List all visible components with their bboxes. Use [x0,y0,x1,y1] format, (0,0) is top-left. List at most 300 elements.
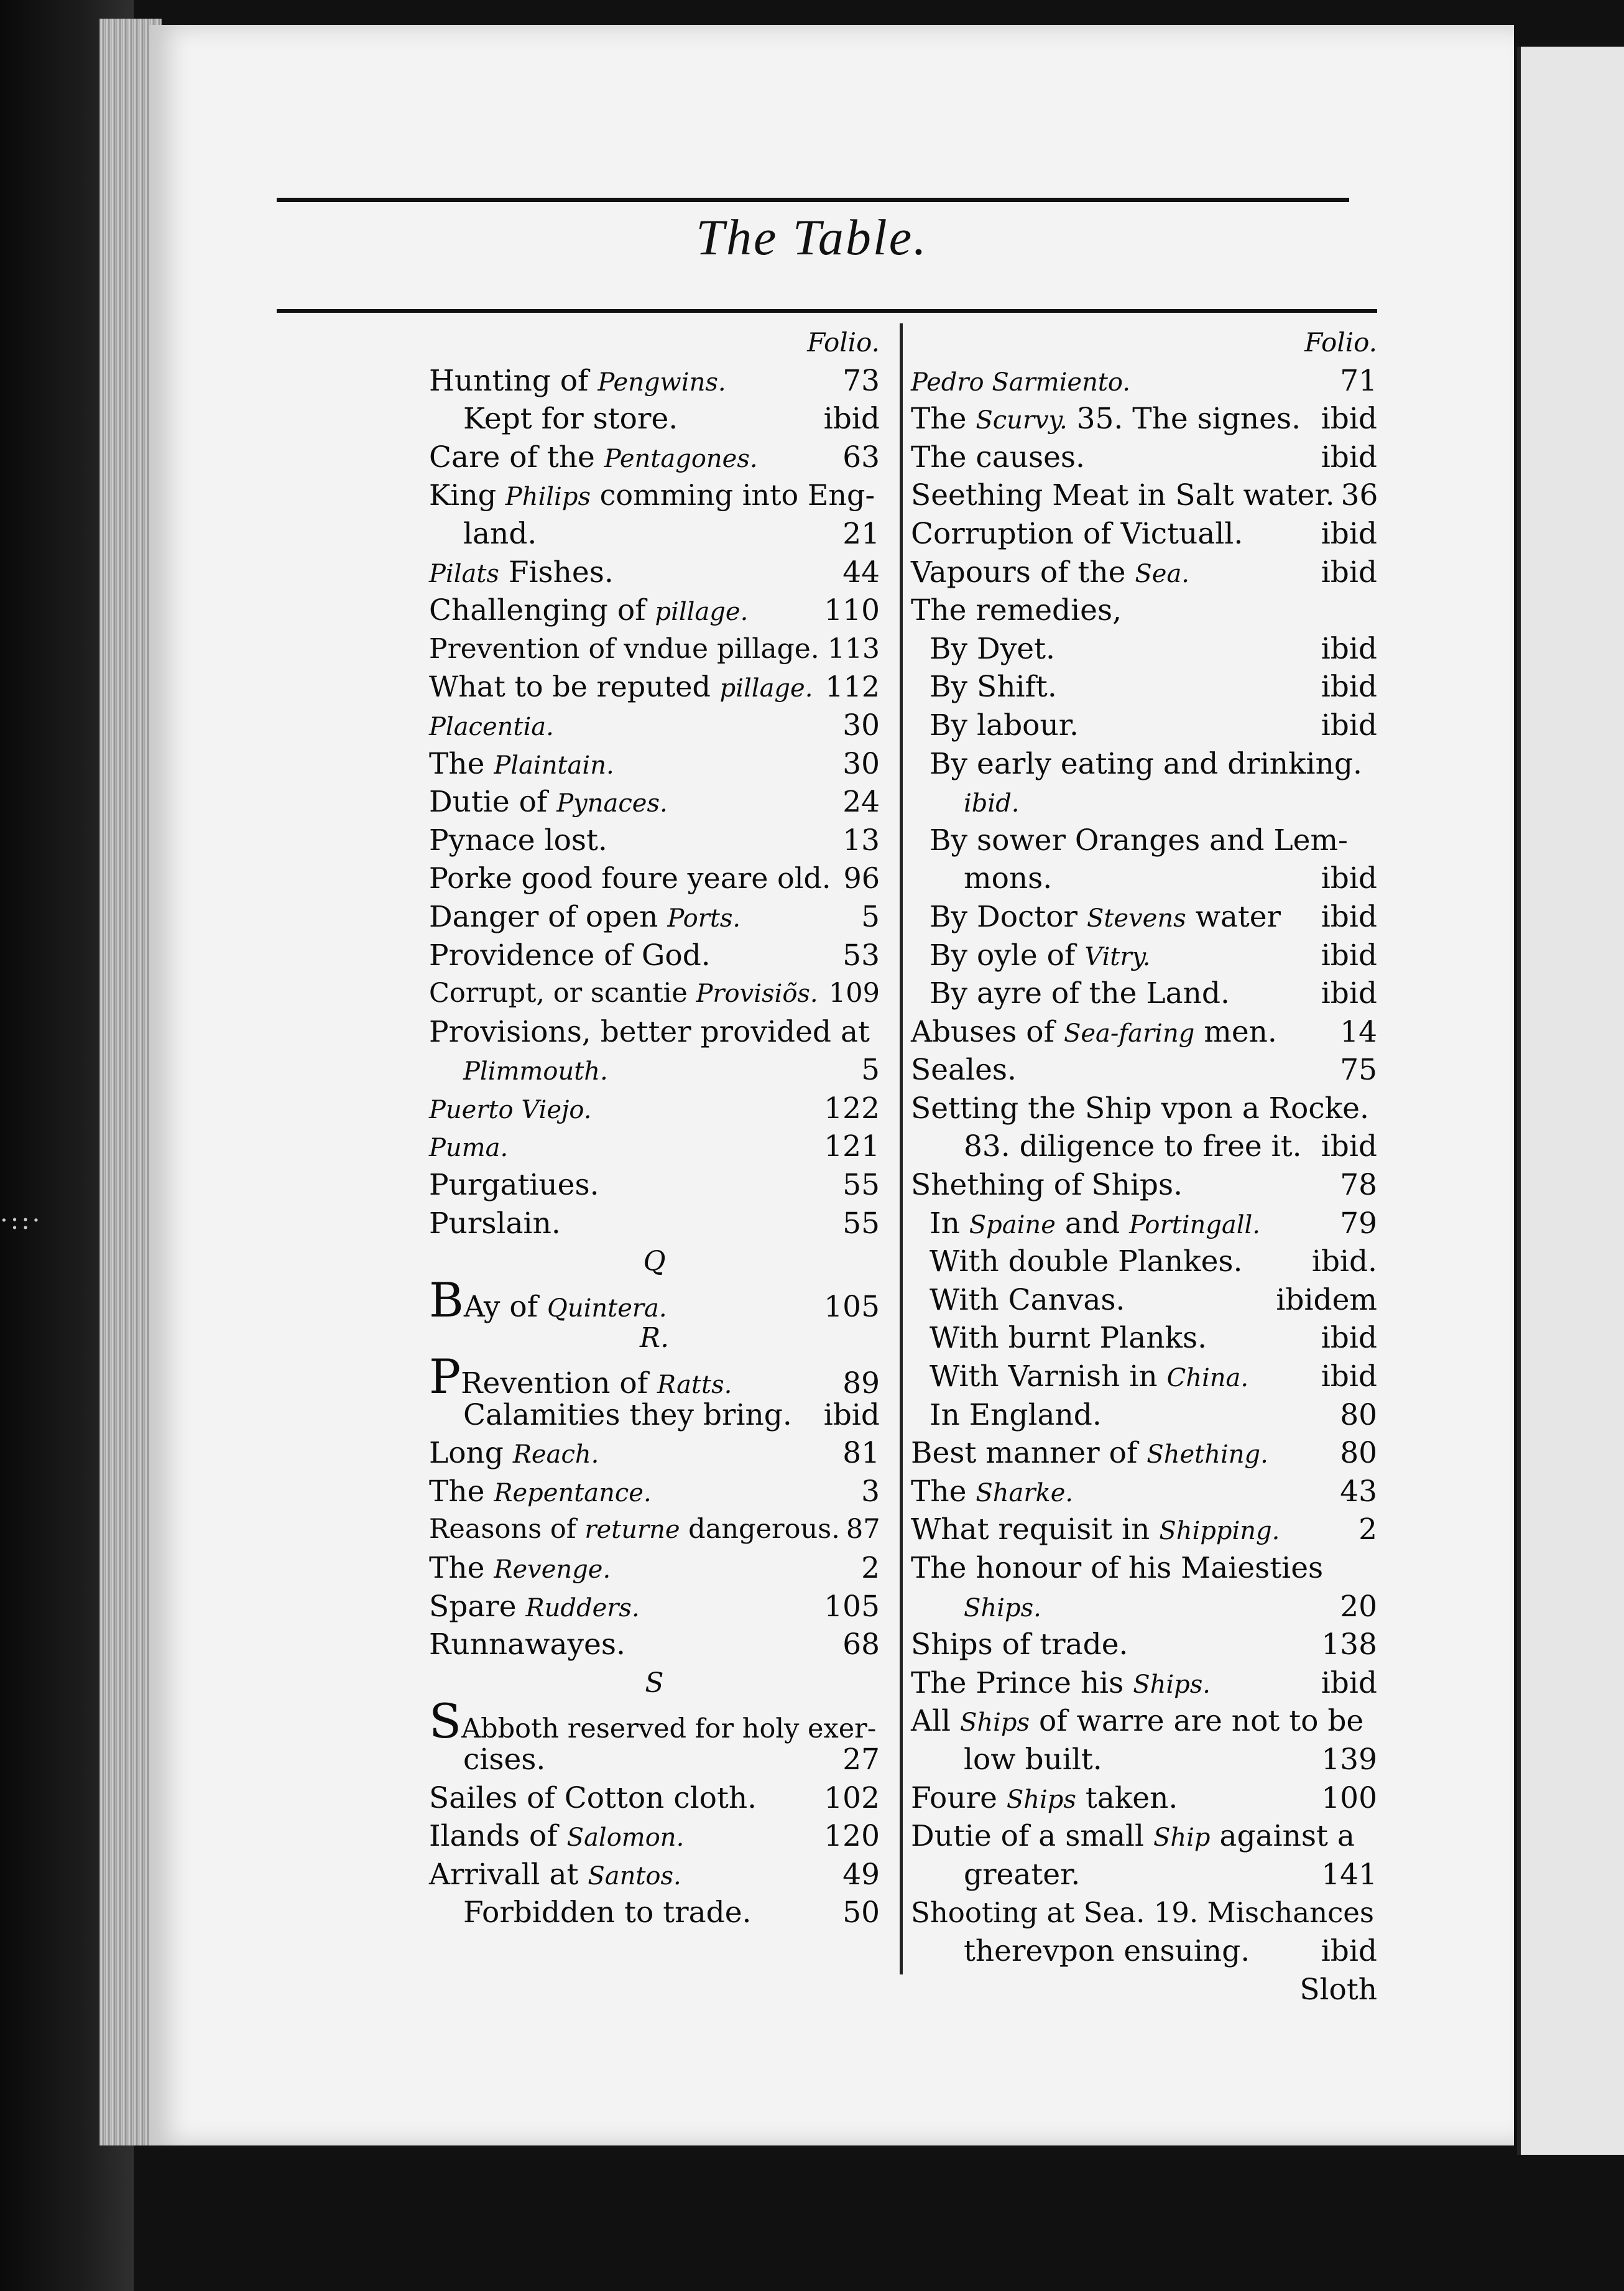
drop-initial: B [429,1272,464,1328]
index-entry [429,1549,880,1588]
folio-heading [911,323,1377,362]
index-entry [911,974,1377,1013]
page-reference: 13 [842,823,880,858]
entry-segment: Hunting of [429,363,598,398]
entry-italic-segment: Pedro Sarmiento. [911,368,1131,397]
entry-italic-segment: Repentance. [494,1478,652,1507]
page-reference: 3 [861,1474,880,1509]
section-letter-text: Q [643,1246,666,1278]
page-reference: 78 [1340,1168,1377,1203]
entry-italic-segment: Ports. [667,904,741,933]
index-entry [911,1205,1377,1243]
index-entry [429,476,880,515]
page-reference: 36 [1340,478,1378,513]
index-entry [911,1434,1377,1473]
index-entry [429,1588,880,1626]
entry-segment: With double Plankes. [930,1244,1243,1279]
entry-segment: The [429,746,494,781]
entry-segment: Vapours of the [911,555,1135,590]
entry-segment: Corruption of Victuall. [911,516,1243,551]
entry-italic-segment: Philips [505,483,591,512]
entry-segment: The causes. [911,440,1085,474]
index-entry [911,1817,1377,1856]
entry-text [911,438,1085,477]
entry-text [930,1281,1125,1320]
folio-heading [429,323,880,362]
catchword-line [911,1971,1377,2009]
entry-text [429,783,668,823]
page-reference: ibid [823,402,880,437]
entry-text [429,630,819,669]
entry-text [911,476,1335,515]
page-reference: 27 [842,1742,880,1777]
entry-italic-segment: Stevens [1086,904,1186,933]
running-title: The Table. [696,209,928,266]
index-entry [911,822,1377,860]
entry-segment: Runnawayes. [429,1627,625,1662]
page-reference: ibid [1321,1665,1377,1700]
entry-text [964,1588,1041,1628]
page-reference: 14 [1340,1014,1377,1049]
entry-segment: In [930,1206,969,1241]
entry-segment: Ilands of [429,1819,567,1854]
page-reference: ibid [1321,631,1377,666]
page-reference: ibid [1321,670,1377,705]
entry-italic-segment: Shething. [1146,1440,1268,1469]
entry-segment: Care of the [429,440,604,474]
page-reference: ibid [1321,516,1377,551]
entry-segment: land. [463,516,537,551]
entry-segment: Ay of [463,1289,548,1324]
index-entry [429,668,880,706]
entry-segment: Kept for store. [463,402,678,437]
entry-text [930,630,1055,669]
page-reference: 24 [842,785,880,820]
entry-text [911,1817,1355,1858]
entry-segment: therevpon ensuing. [964,1933,1250,1968]
entry-segment: Purslain. [429,1206,561,1241]
index-entry [911,476,1377,515]
page-reference: ibid [1321,440,1377,474]
page-reference: ibid [1321,1321,1377,1356]
section-letter [429,1243,880,1281]
index-entry [429,1396,880,1435]
entry-italic-segment: Vitry. [1084,942,1151,971]
entry-segment: Seething Meat in Salt water. [911,478,1335,513]
entry-italic-segment: Ship [1153,1823,1211,1853]
page-reference: 44 [842,555,880,590]
entry-segment: comming into Eng- [590,478,875,512]
page-reference: 63 [842,440,880,474]
entry-segment: Calamities they bring. [463,1397,792,1432]
entry-italic-segment: Reach. [512,1440,599,1469]
index-entry [911,1741,1377,1779]
index-entry [429,937,880,975]
entry-segment: Foure [911,1780,1007,1815]
entry-segment: Best manner of [911,1436,1147,1471]
page-reference: 102 [824,1780,880,1815]
entry-segment: With burnt Planks. [930,1321,1207,1356]
entry-italic-segment: Puerto Viejo. [429,1095,592,1124]
index-entry [911,591,1377,630]
index-entry [429,1779,880,1818]
page-reference: ibid [1321,899,1377,934]
entry-text [429,1166,599,1205]
entry-text [429,1588,640,1628]
entry-italic-segment: Pengwins. [597,368,726,397]
entry-text [930,1205,1260,1245]
page-reference: 120 [824,1819,880,1854]
index-entry [429,1013,880,1052]
index-entry [429,1856,880,1894]
entry-italic-segment: Puma. [429,1134,509,1163]
entry-segment: By Shift. [930,670,1057,705]
index-entry [429,1349,880,1405]
index-entry [429,1511,880,1549]
drop-initial: S [429,1693,462,1749]
index-entry [429,515,880,553]
entry-text [911,1702,1363,1743]
entry-text [429,1205,561,1243]
entry-text [964,1741,1102,1779]
page-reference: 73 [842,363,880,398]
page-reference: 122 [824,1091,880,1126]
entry-text [429,362,726,402]
page-reference: 53 [842,938,880,973]
entry-italic-segment: Sea-faring [1063,1019,1195,1048]
page-reference: 49 [842,1857,880,1892]
entry-segment: By Dyet. [930,631,1055,666]
entry-text [429,1013,870,1052]
entry-text [429,591,748,632]
entry-italic-segment: Ships [959,1708,1030,1738]
entry-segment: Danger of open [429,899,668,934]
page-reference: ibid [1321,1129,1377,1164]
entry-text [964,1127,1302,1166]
entry-text [911,400,1301,440]
page-reference: 141 [1321,1857,1377,1892]
entry-segment: Abuses of [911,1014,1064,1049]
page-reference: 89 [842,1366,880,1401]
entry-segment: dangerous. [680,1514,840,1545]
entry-segment: With Canvas. [930,1282,1125,1317]
entry-segment: taken. [1076,1780,1178,1815]
entry-italic-segment: Ships. [1133,1670,1211,1699]
page-reference: 30 [842,708,880,743]
page-reference: 121 [824,1129,880,1164]
entry-segment: of warre are not to be [1030,1704,1364,1739]
entry-segment: The remedies, [911,593,1122,628]
entry-segment: The Prince his [911,1665,1133,1700]
index-entry [911,553,1377,592]
index-entry [911,1090,1377,1128]
index-entry [911,1779,1377,1818]
entry-text [911,1051,1017,1090]
entry-text [463,400,678,438]
entry-italic-segment: Ships. [964,1593,1041,1622]
entry-text [930,668,1057,706]
index-entry [911,400,1377,438]
index-entry [911,937,1377,975]
entry-text [930,1243,1242,1281]
entry-text [429,859,831,898]
entry-text [429,1549,611,1590]
entry-segment: King [429,478,505,512]
entry-text [911,1511,1280,1551]
index-entry [911,1511,1377,1549]
entry-segment: Seales. [911,1053,1017,1088]
index-column-left [429,323,880,1932]
entry-text [911,1090,1369,1128]
page-reference: 43 [1340,1474,1377,1509]
entry-italic-segment: returne [584,1516,680,1545]
entry-text [911,1626,1128,1664]
index-entry [429,898,880,937]
entry-text [911,1473,1073,1513]
entry-text [911,515,1243,553]
entry-text [429,898,740,938]
page-reference: 2 [1359,1512,1377,1547]
entry-segment: Porke good foure yeare old. [429,861,831,896]
entry-text [429,937,711,975]
entry-text [911,1894,1374,1932]
index-entry [911,859,1377,898]
entry-segment: Dutie of [429,785,557,820]
entry-segment: Prevention of vndue pillage. [429,632,819,665]
page-reference: 138 [1321,1627,1377,1662]
index-entry [429,1817,880,1856]
entry-segment: 35. The signes. [1067,402,1301,437]
page-reference: ibid [823,1397,880,1432]
entry-text [930,937,1150,977]
index-entry [429,438,880,477]
entry-segment: In England. [930,1397,1102,1432]
index-entry [911,630,1377,669]
entry-italic-segment: Plaintain. [494,751,614,780]
index-entry [911,1473,1377,1511]
index-entry [911,1932,1377,1971]
page-reference: 5 [861,899,880,934]
section-letter [429,1664,880,1703]
catchword: Sloth [1299,1972,1377,2007]
entry-italic-segment: China. [1166,1364,1249,1393]
page-reference: 80 [1340,1436,1377,1471]
index-entry [911,668,1377,706]
page-reference: 75 [1340,1053,1377,1088]
entry-segment: Shooting at Sea. 19. Mischances [911,1896,1375,1930]
entry-segment: Corrupt, or scantie [429,978,696,1009]
entry-text [463,515,537,553]
entry-text [429,476,875,517]
entry-italic-segment: Salomon. [566,1823,685,1853]
top-rule [277,198,1349,202]
index-entry [429,974,880,1013]
entry-text [429,438,758,479]
entry-italic-segment: Santos. [588,1861,681,1891]
index-entry [429,591,880,630]
page-reference: 68 [842,1627,880,1662]
entry-text [911,1434,1268,1474]
page-reference: 20 [1340,1589,1377,1624]
entry-italic-segment: Pilats [429,559,499,588]
index-entry [911,1013,1377,1052]
page-reference: 80 [1340,1397,1377,1432]
index-entry [911,1281,1377,1320]
entry-text [429,822,607,860]
entry-text [463,1396,792,1435]
index-entry [429,706,880,745]
entry-segment: water [1186,899,1281,934]
entry-segment: What requisit in [911,1512,1160,1547]
title-underrule [277,309,1377,313]
page-reference: ibid [1321,976,1377,1011]
entry-italic-segment: Ratts. [657,1371,732,1400]
entry-italic-segment: pillage. [655,598,749,627]
folio-label: Folio. [1304,327,1377,358]
entry-text [429,974,818,1014]
index-entry [911,438,1377,477]
entry-text [964,783,1020,823]
index-entry [911,1702,1377,1741]
index-entry [429,630,880,669]
index-entry [429,1090,880,1128]
entry-text [964,1932,1250,1971]
index-entry [429,553,880,592]
entry-italic-segment: Sharke. [976,1478,1074,1507]
page-reference: 100 [1321,1780,1377,1815]
index-entry [429,1473,880,1511]
index-entry [429,1693,880,1749]
page-reference: 112 [825,670,880,704]
index-entry [429,1434,880,1473]
entry-segment: With Varnish in [930,1359,1167,1394]
entry-text [429,668,813,708]
index-entry [429,1272,880,1328]
entry-segment: Providence of God. [429,938,711,973]
entry-text [930,1319,1207,1358]
entry-italic-segment: Plimmouth. [463,1057,608,1086]
entry-segment: Purgatiues. [429,1168,599,1203]
index-entry [429,1127,880,1166]
page-reference: ibid. [1311,1244,1377,1279]
index-entry [429,822,880,860]
entry-text [911,591,1122,630]
entry-segment: Provisions, better provided at [429,1014,870,1049]
page-reference: 50 [842,1895,880,1930]
index-entry [911,745,1377,784]
index-entry [911,1856,1377,1894]
page-reference: 2 [861,1551,880,1585]
entry-segment: greater. [964,1857,1081,1892]
page-reference: ibid [1321,938,1377,973]
entry-italic-segment: Shipping. [1159,1517,1280,1546]
page-reference: 71 [1340,363,1377,398]
entry-italic-segment: Spaine [969,1210,1056,1239]
index-entry [911,1664,1377,1703]
entry-segment: cises. [463,1742,546,1777]
index-entry [911,783,1377,822]
index-entry [429,1894,880,1932]
entry-segment: Setting the Ship vpon a Rocke. [911,1091,1369,1126]
entry-text [463,1051,608,1091]
entry-text [429,1090,591,1130]
page-reference: ibid [1321,861,1377,896]
page-reference: ibid [1321,402,1377,437]
entry-text [463,1741,545,1779]
entry-segment: By oyle of [930,938,1085,973]
entry-segment: By early eating and drinking. [930,746,1362,781]
page-reference: 21 [842,516,880,551]
entry-segment: Abboth reserved for holy exer- [461,1713,877,1745]
entry-segment: By labour. [930,708,1079,743]
entry-italic-segment: Pynaces. [556,789,668,818]
index-entry [429,745,880,784]
entry-segment: and [1055,1206,1130,1241]
entry-text [930,745,1362,784]
entry-segment: By sower Oranges and Lem- [930,823,1348,858]
page-reference: 55 [842,1206,880,1241]
entry-text [964,859,1052,898]
entry-italic-segment: pillage. [719,674,813,703]
page-reference: 139 [1321,1742,1377,1777]
entry-segment: against a [1210,1819,1355,1854]
page-reference: 113 [828,632,880,665]
column-divider [900,323,903,1974]
entry-text [429,1127,508,1168]
entry-text [429,706,554,747]
entry-text [911,1664,1211,1705]
index-entry [911,706,1377,745]
page-reference: 30 [842,746,880,781]
entry-segment: The [911,402,976,437]
entry-text [429,1817,684,1858]
index-entry [429,1166,880,1205]
index-entry [429,783,880,822]
entry-italic-segment: Scurvy. [976,406,1068,435]
page-reference: 87 [846,1514,880,1545]
index-entry [911,898,1377,937]
index-entry [429,859,880,898]
page-reference: 79 [1340,1206,1377,1241]
entry-segment: Spare [429,1589,526,1624]
entry-text [911,553,1189,594]
entry-segment: All [911,1704,960,1739]
entry-segment: Shething of Ships. [911,1168,1183,1203]
entry-italic-segment: Ships [1006,1785,1076,1814]
entry-segment: men. [1194,1014,1277,1049]
entry-segment: Revention of [461,1366,658,1401]
entry-text [429,1473,652,1513]
entry-segment: Reasons of [429,1514,585,1545]
entry-italic-segment: Revenge. [494,1555,611,1584]
entry-segment: By ayre of the Land. [930,976,1230,1011]
entry-segment: What to be reputed [429,670,720,704]
index-entry [911,1127,1377,1166]
index-entry [911,1358,1377,1396]
page-reference: ibid [1321,708,1377,743]
index-entry [911,1166,1377,1205]
entry-segment: Long [429,1436,513,1471]
page-reference: ibid [1321,1933,1377,1968]
entry-text [463,1894,751,1932]
entry-text [911,1166,1183,1205]
page-reference: ibid [1321,1359,1377,1394]
index-entry [911,1396,1377,1435]
page-reference: 96 [843,861,880,896]
entry-segment: By Doctor [930,899,1087,934]
entry-text [429,1434,599,1474]
index-entry [911,1626,1377,1664]
